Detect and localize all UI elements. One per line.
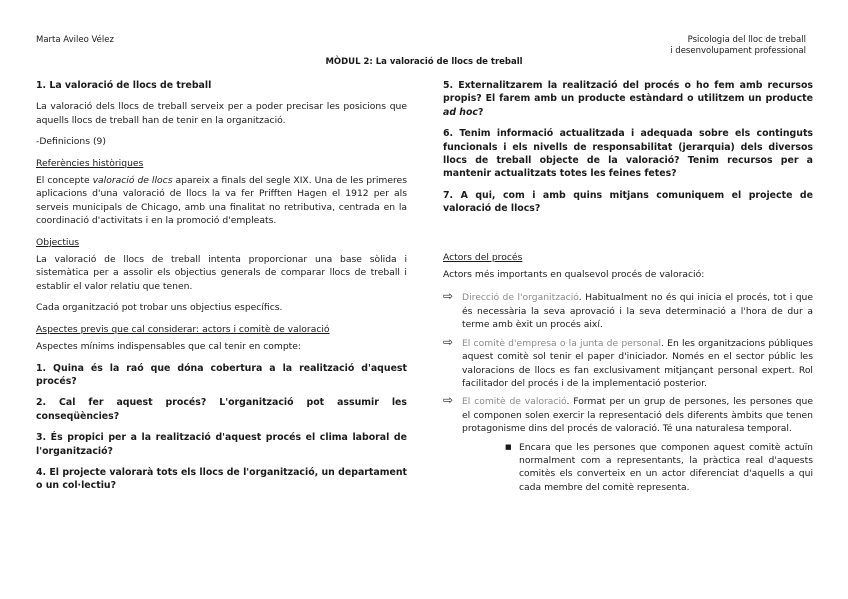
objectives-paragraph: La valoració de llocs de treball intenta proporcionar una base sòlida i sistemàtica per a assolir els objectius generals de comparar llocs de treball i establir el valor relatiu que tenen. [36, 254, 407, 292]
question-3: 3. És propici per a la realització d'aquest procés el clima laboral de l'organització? [36, 432, 407, 457]
course-title [670, 35, 806, 57]
question-5: 5. Externalitzarem la realització del procés o ho fem amb recursos propis? El farem amb un producte estàndard o utilitzem un producte ad hoc? [443, 80, 813, 118]
actors-intro: Actors més importants en qualsevol procés de valoració: [443, 269, 705, 281]
right-arrow-outline-icon: ⇨ [443, 289, 454, 304]
actor-label: El comitè d'empresa o la junta de personal [462, 337, 662, 349]
module-title: MÒDUL 2: La valoració de llocs de treball [325, 57, 523, 67]
actor-label: El comitè de valoració [462, 396, 567, 408]
objectives-subheading: Objectius [36, 236, 80, 248]
bullet-item [505, 441, 813, 495]
previous-aspects-text: Aspectes mínims indispensables que cal tenir en compte: [36, 341, 302, 353]
question-7: 7. A qui, com i amb quins mitjans comuniquem el projecte de valoració de llocs? [443, 189, 813, 215]
actor-label: Direcció de l'organització [462, 292, 579, 304]
definitions-note: -Definicions (9) [36, 136, 106, 148]
right-column [443, 79, 813, 494]
question-6: 6. Tenim informació actualitzada i adequada sobre els continguts funcionals i els nivells de responsabilitat (jerarquia) dels diversos llocs de treball objecte de la valoració? Tenim recursos per a mantenir actualitzats totes les feines fetes? [443, 128, 813, 180]
course-title-line1: Psicologia del lloc de treball [687, 35, 806, 45]
right-arrow-outline-icon: ⇨ [443, 334, 454, 349]
question-4: 4. El projecte valorarà tots els llocs de l'organització, un departament o un col·lectiu? [36, 466, 407, 492]
question-1: 1. Quina és la raó que dóna cobertura a la realització d'aquest procés? [36, 362, 407, 387]
history-paragraph: El concepte valoració de llocs apareix a finals del segle XIX. Una de les primeres aplicacions d'una valoració de llocs la va fer Prifften Hagen el 1912 per als serveis municipals de Chicago, amb una finalitat no retributiva, centrada en la coordinació d'activitats i en la promoció d'empleats. [36, 175, 407, 227]
objectives-note: Cada organització pot trobar uns objectius específics. [36, 302, 283, 314]
intro-paragraph: La valoració dels llocs de treball serveix per a poder precisar les posicions que aquells llocs de treball han de tenir en la organització. [36, 101, 407, 126]
section-heading: 1. La valoració de llocs de treball [36, 80, 212, 91]
square-bullet-icon: ■ [505, 442, 512, 451]
course-title-line2: i desenvolupament professional [670, 46, 806, 56]
question-5-term: ad hoc [443, 106, 478, 118]
bullet-text: Encara que les persones que componen aquest comitè actuïn normalment com a representants, la pràctica real d'aquests comitès els converteix en un actor diferenciat d'aquells a qui cada membre del comitè representa. [519, 441, 813, 493]
question-2: 2. Cal fer aquest procés? L'organització pot assumir les conseqüències? [36, 397, 407, 422]
actor-description: . Habitualment no és qui inicia el procés, tot i que és necessària la seva aprovació i la seva determinació a l'hora de dur a terme amb èxit un procés així. [462, 292, 813, 331]
actor-item [443, 334, 814, 391]
actor-description: . Format per un grup de persones, les persones que el componen solen exercir la representació dels diferents àmbits que tenen protagonisme dins del procés de valoració. Té una naturalesa temporal. [462, 396, 813, 435]
actor-item [443, 395, 813, 435]
actor-description: . En les organitzacions públiques aquest comitè sol tenir el paper d'iniciador. Només en el sector públic les valoracions de llocs es fan exclusivament mitjançant personal expert. Rol facilitador del procés i de la implementació posterior. [462, 337, 814, 389]
author-name: Marta Avileo Vélez [36, 35, 114, 45]
left-column [36, 79, 407, 501]
history-term: valoració de llocs [92, 175, 173, 187]
previous-aspects-subheading: Aspectes previs que cal considerar: actors i comitè de valoració [36, 323, 330, 335]
actors-subheading: Actors del procés [443, 251, 523, 263]
history-subheading: Referències històriques [36, 157, 144, 169]
right-arrow-outline-icon: ⇨ [443, 393, 454, 408]
actor-item [443, 291, 813, 331]
